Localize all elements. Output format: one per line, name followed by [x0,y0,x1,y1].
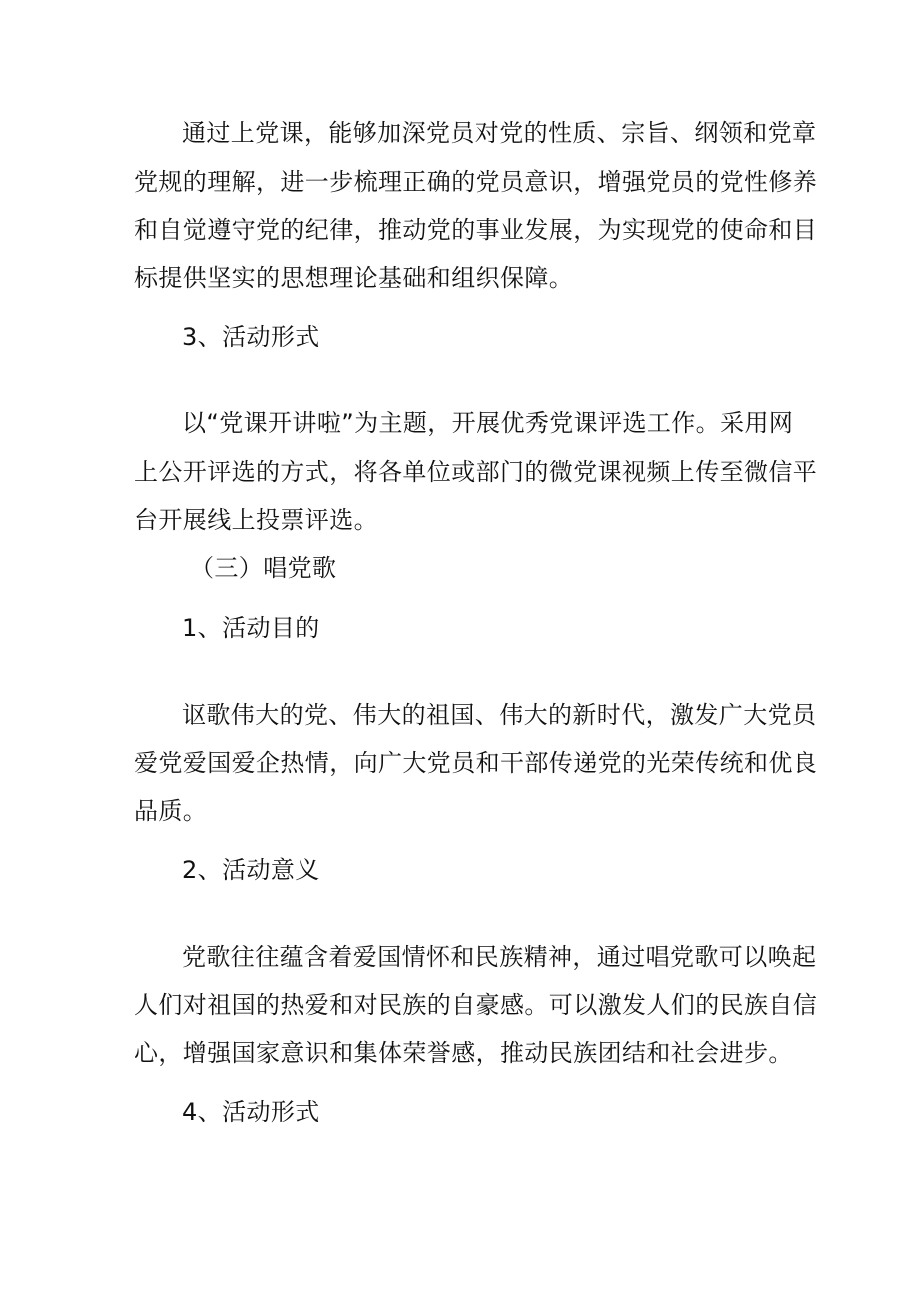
text-line: 台开展线上投票评选。 [134,506,378,534]
text-line: 标提供坚实的思想理论基础和组织保障。 [134,264,574,292]
text-line: 讴歌伟大的党、伟大的祖国、伟大的新时代，激发广大党员 [182,701,817,729]
text-line: 党规的理解，进一步梳理正确的党员意识，增强党员的党性修养 [134,168,818,196]
text-line: 心，增强国家意识和集体荣誉感，推动民族团结和社会进步。 [134,1039,793,1067]
text-line: 和自觉遵守党的纪律，推动党的事业发展，为实现党的使命和目 [134,216,818,244]
text-line: 人们对祖国的热爱和对民族的自豪感。可以激发人们的民族自信 [134,991,818,1019]
text-line: 品质。 [134,797,208,825]
heading-activity-form-3: 3、活动形式 [182,323,320,351]
heading-activity-meaning: 2、活动意义 [182,856,320,884]
text-line: 通过上党课，能够加深党员对党的性质、宗旨、纲领和党章 [182,119,817,147]
section-heading-sing-party-song: （三）唱党歌 [190,554,337,582]
text-line: 爱党爱国爱企热情，向广大党员和干部传递党的光荣传统和优良 [134,749,818,777]
heading-activity-form-4: 4、活动形式 [182,1098,320,1126]
text-line: 上公开评选的方式，将各单位或部门的微党课视频上传至微信平 [134,458,818,486]
text-line: 以“党课开讲啦”为主题，开展优秀党课评选工作。采用网 [182,409,794,437]
text-line: 党歌往往蕴含着爱国情怀和民族精神，通过唱党歌可以唤起 [182,943,817,971]
heading-activity-purpose: 1、活动目的 [182,614,320,642]
